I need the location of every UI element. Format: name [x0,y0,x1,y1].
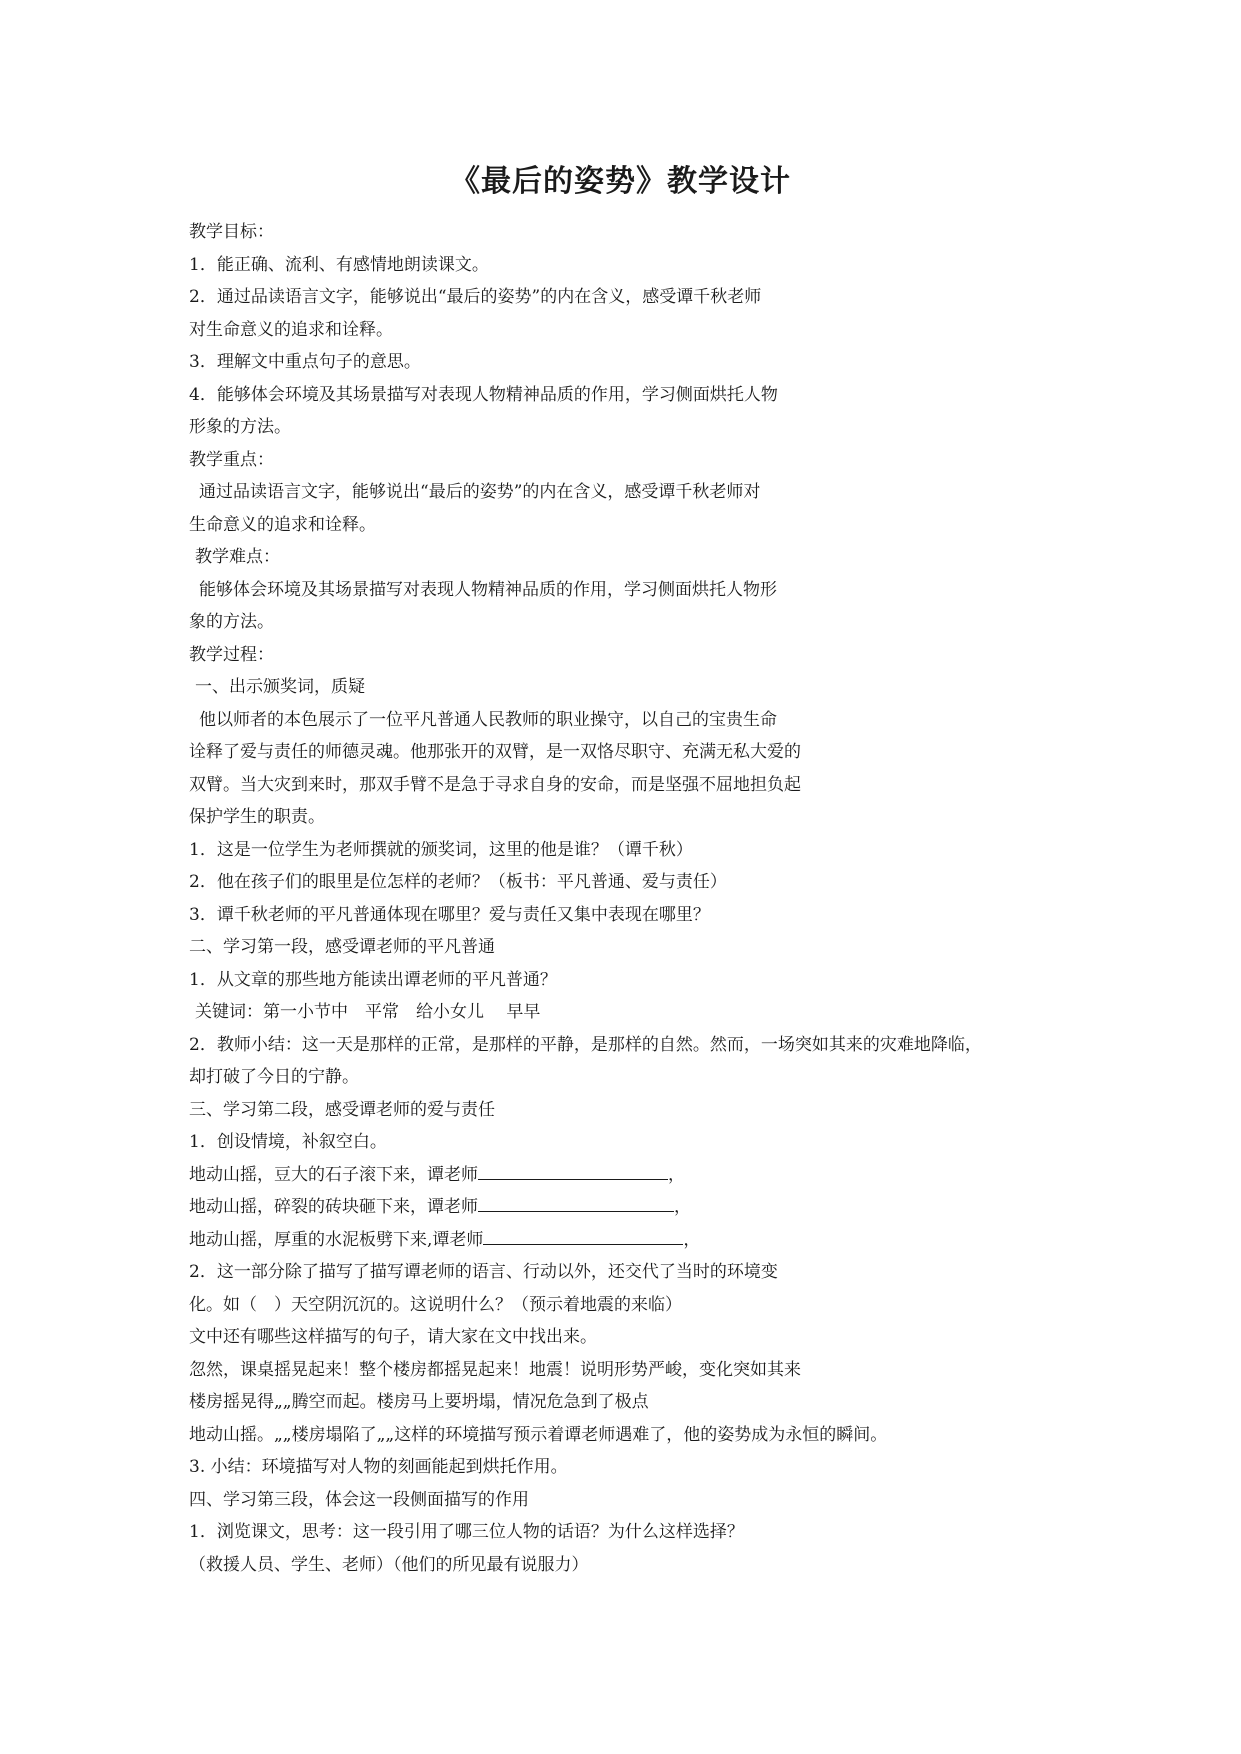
heading-difficulties: 教学难点： [195,547,280,567]
fill-blank-suffix-1: ， [668,1164,685,1185]
heading-teaching-goals: 教学目标： [189,222,274,242]
section-3-quote-2: 楼房摇晃得„„腾空而起。楼房马上要坍塌，情况危急到了极点 [189,1392,649,1412]
section-1-q3: 3．谭千秋老师的平凡普通体现在哪里？爱与责任又集中表现在哪里？ [189,904,710,925]
section-3-q1: 1．创设情境，补叙空白。 [189,1132,387,1152]
fill-blank-suffix-2: ， [674,1197,691,1217]
fill-blank-suffix-3: ， [683,1229,701,1250]
goal-2-cont: 对生命意义的追求和诠释。 [189,319,393,340]
fill-blank-2 [478,1193,674,1212]
section-3-quote-1: 忽然，课桌摇晃起来！整个楼房都摇晃起来！地震！说明形势严峻，变化突如其来 [189,1359,801,1380]
goal-4: 4．能够体会环境及其场景描写对表现人物精神品质的作用，学习侧面烘托人物 [189,384,778,405]
goal-2: 2．通过品读语言文字，能够说出“最后的姿势”的内在含义，感受谭千秋老师 [189,287,762,307]
fill-blank-prompt-3: 地动山摇，厚重的水泥板劈下来,谭老师 [189,1229,484,1250]
fill-blank-line-3 [189,1224,1069,1257]
document-body [189,216,1069,1581]
heading-key-points: 教学重点： [189,449,274,470]
section-4-answer: （救援人员、学生、老师）（他们的所见最有说服力） [189,1554,589,1575]
heading-process: 教学过程： [189,644,274,665]
section-2-heading: 二、学习第一段，感受谭老师的平凡普通 [189,937,495,957]
section-2-summary: 2．教师小结：这一天是那样的正常，是那样的平静，是那样的自然。然而，一场突如其来的灾难地降临， [189,1034,982,1055]
fill-blank-line-1 [189,1159,1069,1192]
section-2-summary-cont: 却打破了今日的宁静。 [189,1067,359,1087]
section-1-q1: 1．这是一位学生为老师撰就的颁奖词，这里的他是谁？（谭千秋） [189,839,693,860]
section-4-heading: 四、学习第三段，体会这一段侧面描写的作用 [189,1489,529,1510]
section-3-summary: 3. 小结：环境描写对人物的刻画能起到烘托作用。 [189,1457,568,1477]
goal-4-cont: 形象的方法。 [189,417,291,437]
section-4-q1: 1．浏览课文，思考：这一段引用了哪三位人物的话语？为什么这样选择？ [189,1522,744,1542]
award-text-1: 他以师者的本色展示了一位平凡普通人民教师的职业操守，以自己的宝贵生命 [199,709,777,730]
section-3-q2: 2．这一部分除了描写了描写谭老师的语言、行动以外，还交代了当时的环境变 [189,1262,778,1282]
award-text-3: 双臂。当大灾到来时，那双手臂不是急于寻求自身的安命，而是坚强不屈地担负起 [189,774,801,795]
key-points-text: 通过品读语言文字，能够说出“最后的姿势”的内在含义，感受谭千秋老师对 [199,482,761,502]
fill-blank-1 [478,1161,668,1180]
award-text-2: 诠释了爱与责任的师德灵魂。他那张开的双臂，是一双恪尽职守、充满无私大爱的 [189,742,801,762]
fill-blank-prompt-1: 地动山摇，豆大的石子滚下来，谭老师 [189,1164,478,1185]
section-3-quote-3: 地动山摇。„„楼房塌陷了„„这样的环境描写预示着谭老师遇难了，他的姿势成为永恒的瞬间。 [189,1424,888,1445]
award-text-4: 保护学生的职责。 [189,807,325,827]
fill-blank-3 [483,1226,683,1245]
section-3-find: 文中还有哪些这样描写的句子，请大家在文中找出来。 [189,1327,597,1347]
goal-3: 3．理解文中重点句子的意思。 [189,352,421,372]
difficulties-text-cont: 象的方法。 [189,612,274,632]
document-title: 《最后的姿势》教学设计 [450,164,791,199]
section-2-keywords: 关键词：第一小节中 平常 给小女儿 早早 [195,1002,541,1022]
difficulties-text: 能够体会环境及其场景描写对表现人物精神品质的作用，学习侧面烘托人物形 [199,579,777,600]
fill-blank-line-2 [189,1191,1069,1224]
fill-blank-prompt-2: 地动山摇，碎裂的砖块砸下来，谭老师 [189,1197,478,1217]
section-2-q1: 1．从文章的那些地方能读出谭老师的平凡普通？ [189,969,557,990]
goal-1: 1．能正确、流利、有感情地朗读课文。 [189,254,489,275]
section-1-heading: 一、出示颁奖词，质疑 [195,677,365,697]
section-1-q2: 2．他在孩子们的眼里是位怎样的老师？（板书：平凡普通、爱与责任） [189,872,727,892]
section-3-heading: 三、学习第二段，感受谭老师的爱与责任 [189,1099,495,1120]
section-3-q2-cont: 化。如（ ）天空阴沉沉的。这说明什么？（预示着地震的来临） [189,1294,682,1315]
key-points-text-cont: 生命意义的追求和诠释。 [189,514,376,535]
